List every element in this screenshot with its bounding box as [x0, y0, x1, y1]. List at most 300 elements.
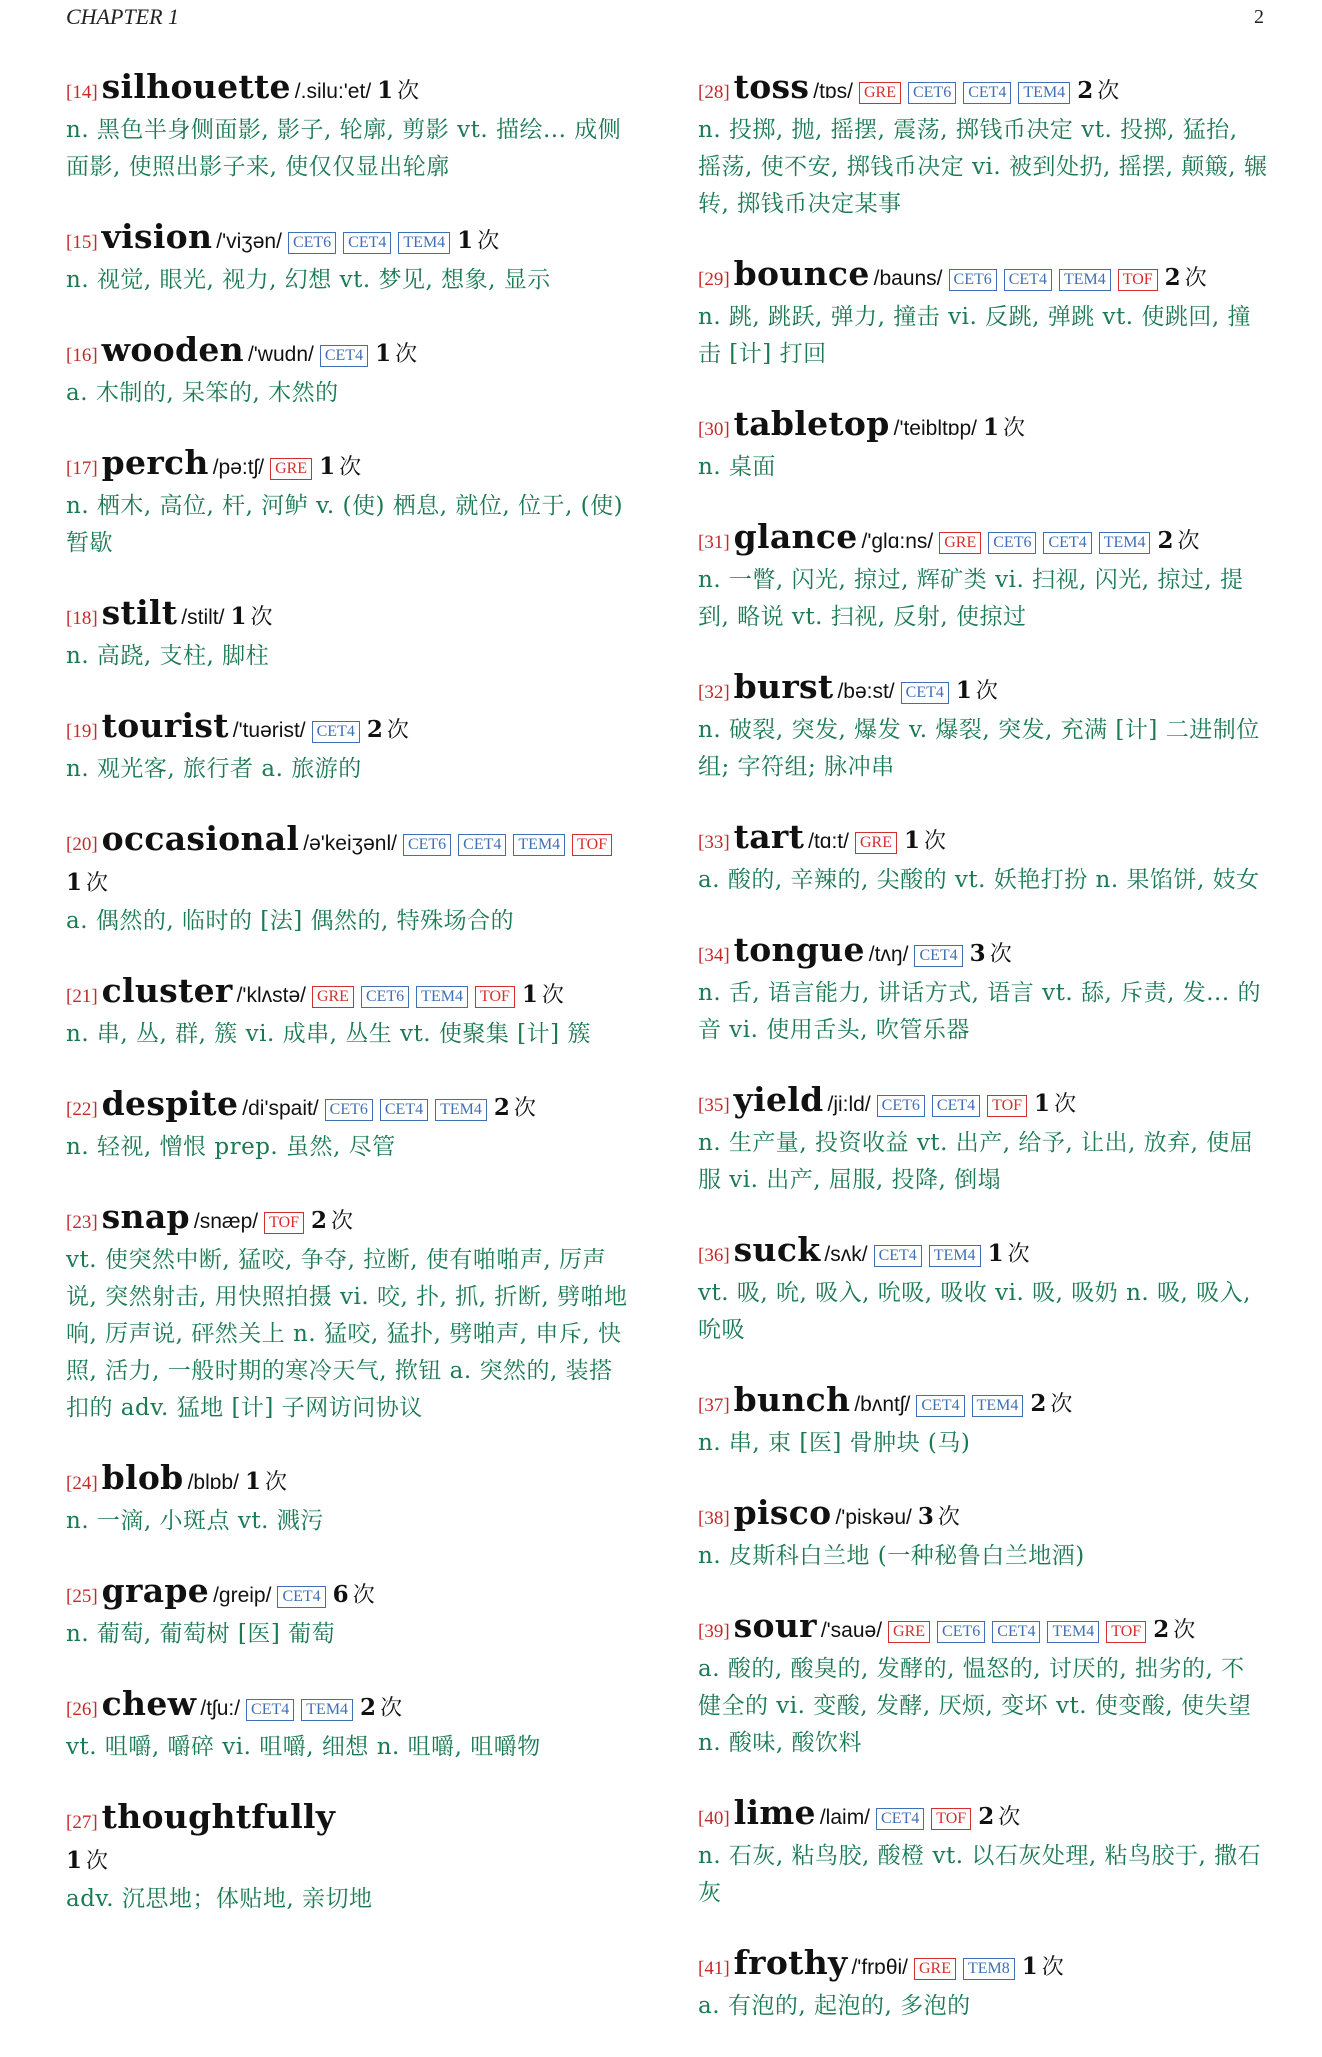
definition: vt. 咀嚼, 嚼碎 vi. 咀嚼, 细想 n. 咀嚼, 咀嚼物	[66, 1734, 541, 1760]
frequency-unit: 次	[477, 229, 500, 254]
frequency-count: 1	[377, 77, 394, 104]
frequency-count: 1	[230, 603, 247, 630]
headword: burst	[733, 667, 834, 706]
exam-tag: TEM4	[513, 834, 565, 856]
exam-tag: TOF	[264, 1212, 304, 1234]
exam-tag: CET4	[992, 1621, 1040, 1643]
frequency	[1153, 1611, 1195, 1650]
definition: n. 生产量, 投资收益 vt. 出产, 给予, 让出, 放弃, 使屈服 vi. 出产, 屈服, 投降, 倒塌	[698, 1130, 1254, 1193]
left-column	[66, 68, 636, 1950]
frequency-unit: 次	[1184, 266, 1207, 291]
entry-heading	[66, 1685, 636, 1729]
frequency-count: 1	[244, 1468, 261, 1495]
pronunciation: /.silu:'et/	[294, 80, 372, 103]
page-number: 2	[1254, 5, 1264, 28]
entry-heading	[66, 594, 636, 638]
frequency-count: 2	[1077, 77, 1094, 104]
headword: occasional	[101, 819, 300, 858]
frequency	[1030, 1385, 1072, 1424]
frequency	[377, 72, 419, 111]
frequency-count: 2	[1157, 527, 1174, 554]
pronunciation: /tʃu:/	[200, 1697, 241, 1720]
frequency-unit: 次	[1173, 1618, 1196, 1643]
frequency-unit: 次	[989, 942, 1012, 967]
frequency-count: 2	[493, 1094, 510, 1121]
frequency-unit: 次	[1003, 416, 1026, 441]
entry-heading	[698, 1494, 1268, 1538]
exam-tag: TEM8	[963, 1958, 1015, 1980]
frequency	[367, 711, 409, 750]
frequency-unit: 次	[395, 342, 418, 367]
headword: stilt	[101, 593, 178, 632]
exam-tag: CET6	[949, 269, 997, 291]
definition: n. 观光客, 旅行者 a. 旅游的	[66, 756, 362, 782]
exam-tag: CET4	[963, 82, 1011, 104]
definition: a. 酸的, 辛辣的, 尖酸的 vt. 妖艳打扮 n. 果馅饼, 妓女	[698, 867, 1260, 893]
entry-number: [41]	[698, 1958, 730, 1979]
exam-tag: TOF	[475, 986, 515, 1008]
exam-tag: CET4	[916, 1395, 964, 1417]
entry-heading	[66, 820, 636, 903]
frequency	[66, 864, 108, 903]
entry-heading	[66, 331, 636, 375]
frequency-unit: 次	[513, 1096, 536, 1121]
entry-number: [31]	[698, 532, 730, 553]
vocab-entry	[698, 1381, 1268, 1462]
entry-number: [34]	[698, 945, 730, 966]
frequency	[918, 1498, 960, 1537]
headword: suck	[733, 1230, 821, 1269]
headword: bounce	[733, 254, 870, 293]
exam-tag: CET4	[320, 345, 368, 367]
frequency	[66, 1842, 108, 1881]
frequency-count: 1	[983, 414, 1000, 441]
definition: n. 破裂, 突发, 爆发 v. 爆裂, 突发, 充满 [计] 二进制位组; 字符组; 脉冲串	[698, 717, 1260, 780]
entry-heading	[66, 1798, 636, 1881]
exam-tag: CET4	[277, 1586, 325, 1608]
frequency-count: 2	[1030, 1390, 1047, 1417]
entry-number: [35]	[698, 1095, 730, 1116]
frequency-unit: 次	[250, 605, 273, 630]
entry-number: [33]	[698, 832, 730, 853]
headword: grape	[101, 1571, 210, 1610]
exam-tag: TOF	[1118, 269, 1158, 291]
definition: n. 葡萄, 葡萄树 [医] 葡萄	[66, 1621, 336, 1647]
headword: thoughtfully	[101, 1797, 336, 1836]
frequency-count: 2	[1164, 264, 1181, 291]
frequency	[375, 335, 417, 374]
headword: yield	[733, 1080, 824, 1119]
frequency-unit: 次	[1097, 79, 1120, 104]
exam-tag: TEM4	[416, 986, 468, 1008]
page-header	[66, 0, 1264, 34]
definition: n. 一瞥, 闪光, 掠过, 辉矿类 vi. 扫视, 闪光, 掠过, 提到, 略说 vt. 扫视, 反射, 使掠过	[698, 567, 1244, 630]
entry-heading	[66, 444, 636, 488]
entry-heading	[698, 255, 1268, 299]
headword: glance	[733, 517, 858, 556]
headword: pisco	[733, 1493, 832, 1532]
pronunciation: /bə:st/	[837, 680, 895, 703]
pronunciation: /bauns/	[873, 267, 943, 290]
exam-tag: CET6	[403, 834, 451, 856]
headword: silhouette	[101, 67, 291, 106]
entry-number: [27]	[66, 1812, 98, 1833]
definition: n. 轻视, 憎恨 prep. 虽然, 尽管	[66, 1134, 396, 1160]
entry-number: [36]	[698, 1245, 730, 1266]
definition: n. 石灰, 粘鸟胶, 酸橙 vt. 以石灰处理, 粘鸟胶于, 撒石灰	[698, 1843, 1262, 1906]
exam-tag: GRE	[270, 458, 312, 480]
entry-heading	[698, 818, 1268, 862]
chapter-title: CHAPTER 1	[66, 4, 180, 29]
frequency-count: 2	[360, 1694, 377, 1721]
exam-tag: CET4	[343, 232, 391, 254]
exam-tag: CET4	[458, 834, 506, 856]
entry-number: [22]	[66, 1099, 98, 1120]
frequency-count: 1	[1034, 1090, 1051, 1117]
headword: sour	[733, 1606, 817, 1645]
exam-tag: TOF	[931, 1808, 971, 1830]
exam-tag: TEM4	[435, 1099, 487, 1121]
definition: a. 偶然的, 临时的 [法] 偶然的, 特殊场合的	[66, 908, 515, 934]
definition: n. 黑色半身侧面影, 影子, 轮廓, 剪影 vt. 描绘... 成侧面影, 使照出影子来, 使仅仅显出轮廓	[66, 117, 622, 180]
exam-tag: TOF	[987, 1095, 1027, 1117]
frequency	[311, 1202, 353, 1241]
entry-number: [30]	[698, 419, 730, 440]
entry-heading	[698, 1944, 1268, 1988]
frequency	[230, 598, 272, 637]
definition: n. 高跷, 支柱, 脚柱	[66, 643, 270, 669]
pronunciation: /blɒb/	[187, 1471, 239, 1494]
frequency	[360, 1689, 402, 1728]
vocab-entry	[698, 1494, 1268, 1575]
entry-heading	[66, 218, 636, 262]
frequency	[983, 409, 1025, 448]
entry-number: [26]	[66, 1699, 98, 1720]
entry-heading	[698, 68, 1268, 112]
headword: despite	[101, 1084, 239, 1123]
frequency-unit: 次	[86, 1849, 109, 1874]
frequency-unit: 次	[975, 679, 998, 704]
frequency	[904, 822, 946, 861]
exam-tag: CET4	[874, 1245, 922, 1267]
exam-tag: CET6	[361, 986, 409, 1008]
frequency-unit: 次	[264, 1470, 287, 1495]
definition: n. 栖木, 高位, 杆, 河鲈 v. (使) 栖息, 就位, 位于, (使) 暂歇	[66, 493, 624, 556]
exam-tag: TEM4	[398, 232, 450, 254]
exam-tag: TEM4	[972, 1395, 1024, 1417]
entry-number: [23]	[66, 1212, 98, 1233]
entry-number: [21]	[66, 986, 98, 1007]
headword: lime	[733, 1793, 816, 1832]
entry-number: [19]	[66, 721, 98, 742]
exam-tag: CET6	[288, 232, 336, 254]
vocab-entry	[698, 818, 1268, 899]
frequency	[970, 935, 1012, 974]
frequency-unit: 次	[937, 1505, 960, 1530]
exam-tag: CET4	[312, 721, 360, 743]
entry-heading	[698, 1231, 1268, 1275]
frequency	[1077, 72, 1119, 111]
frequency-unit: 次	[380, 1696, 403, 1721]
frequency-count: 1	[521, 981, 538, 1008]
frequency-unit: 次	[1177, 529, 1200, 554]
headword: tourist	[101, 706, 229, 745]
frequency-count: 1	[955, 677, 972, 704]
entry-number: [18]	[66, 608, 98, 629]
entry-heading	[66, 1198, 636, 1242]
entry-number: [15]	[66, 232, 98, 253]
headword: tart	[733, 817, 805, 856]
headword: toss	[733, 67, 810, 106]
frequency-unit: 次	[924, 829, 947, 854]
vocab-entry	[698, 255, 1268, 373]
frequency-count: 6	[332, 1581, 349, 1608]
pronunciation: /'teibltɒp/	[893, 417, 978, 440]
exam-tag: GRE	[939, 532, 981, 554]
vocab-entry	[698, 1944, 1268, 2025]
frequency	[978, 1798, 1020, 1837]
vocab-entry	[66, 594, 636, 675]
entry-number: [28]	[698, 82, 730, 103]
exam-tag: CET6	[877, 1095, 925, 1117]
definition: n. 皮斯科白兰地 (一种秘鲁白兰地酒)	[698, 1543, 1085, 1569]
vocab-entry	[66, 1798, 636, 1918]
frequency-count: 1	[987, 1240, 1004, 1267]
exam-tag: CET6	[325, 1099, 373, 1121]
headword: cluster	[101, 971, 233, 1010]
frequency-unit: 次	[339, 455, 362, 480]
definition: a. 酸的, 酸臭的, 发酵的, 愠怒的, 讨厌的, 拙劣的, 不健全的 vi. 变酸, 发酵, 厌烦, 变坏 vt. 使变酸, 使失望 n. 酸味, 酸饮料	[698, 1656, 1252, 1756]
exam-tag: CET4	[246, 1699, 294, 1721]
vocab-entry	[66, 444, 636, 562]
pronunciation: /bʌntʃ/	[854, 1393, 911, 1416]
definition: n. 桌面	[698, 454, 776, 480]
entry-heading	[698, 1607, 1268, 1651]
frequency	[245, 1463, 287, 1502]
headword: blob	[101, 1458, 184, 1497]
frequency-unit: 次	[386, 718, 409, 743]
pronunciation: /'viʒən/	[216, 230, 282, 253]
definition: n. 投掷, 抛, 摇摆, 震荡, 掷钱币决定 vt. 投掷, 猛抬, 摇荡, 使不安, 掷钱币决定 vi. 被到处扔, 摇摆, 颠簸, 辗转, 掷钱币决定某事	[698, 117, 1268, 217]
vocab-entry	[698, 518, 1268, 636]
exam-tag: GRE	[312, 986, 354, 1008]
frequency-count: 1	[457, 227, 474, 254]
frequency-unit: 次	[352, 1583, 375, 1608]
definition: vt. 使突然中断, 猛咬, 争夺, 拉断, 使有啪啪声, 厉声说, 突然射击, 用快照拍摄 vi. 咬, 扑, 抓, 折断, 劈啪地响, 厉声说, 砰然关上 n. 猛咬, 猛扑, 劈啪声, 申斥, 快照, 活力, 一般时期的寒冷天气, 揿钮 a. 突然的, 装搭扣的 adv. 猛地 [计] 子网访问协议	[66, 1247, 628, 1421]
headword: wooden	[101, 330, 244, 369]
exam-tag: CET4	[380, 1099, 428, 1121]
entry-heading	[66, 972, 636, 1016]
exam-tag: CET6	[937, 1621, 985, 1643]
vocab-entry	[698, 1607, 1268, 1762]
frequency-count: 2	[978, 1803, 995, 1830]
vocab-entry	[698, 1231, 1268, 1349]
definition: a. 木制的, 呆笨的, 木然的	[66, 380, 339, 406]
entry-number: [16]	[66, 345, 98, 366]
definition: a. 有泡的, 起泡的, 多泡的	[698, 1993, 971, 2019]
frequency-unit: 次	[1054, 1092, 1077, 1117]
frequency-unit: 次	[541, 983, 564, 1008]
vocab-entry	[698, 668, 1268, 786]
entry-heading	[698, 931, 1268, 975]
vocab-entry	[66, 218, 636, 299]
frequency-count: 1	[319, 453, 336, 480]
entry-heading	[698, 668, 1268, 712]
headword: tabletop	[733, 404, 890, 443]
vocab-entry	[698, 931, 1268, 1049]
exam-tag: CET6	[988, 532, 1036, 554]
definition: n. 串, 束 [医] 骨肿块 (马)	[698, 1430, 971, 1456]
frequency-unit: 次	[998, 1805, 1021, 1830]
headword: chew	[101, 1684, 197, 1723]
entry-number: [20]	[66, 834, 98, 855]
frequency	[988, 1235, 1030, 1274]
vocab-entry	[66, 972, 636, 1053]
frequency	[333, 1576, 375, 1615]
headword: vision	[101, 217, 213, 256]
vocab-entry	[66, 68, 636, 186]
exam-tag: GRE	[859, 82, 901, 104]
pronunciation: /'piskəu/	[835, 1506, 912, 1529]
exam-tag: TEM4	[1047, 1621, 1099, 1643]
pronunciation: /stilt/	[181, 606, 225, 629]
vocab-entry	[698, 68, 1268, 223]
pronunciation: /'wudn/	[247, 343, 314, 366]
exam-tag: CET4	[876, 1808, 924, 1830]
frequency-unit: 次	[86, 871, 109, 896]
pronunciation: /'glɑ:ns/	[861, 530, 934, 553]
entry-number: [25]	[66, 1586, 98, 1607]
entry-number: [32]	[698, 682, 730, 703]
frequency-unit: 次	[1050, 1392, 1073, 1417]
exam-tag: CET4	[1043, 532, 1091, 554]
frequency-unit: 次	[397, 79, 420, 104]
frequency-count: 1	[66, 869, 83, 896]
exam-tag: GRE	[855, 832, 897, 854]
exam-tag: TEM4	[929, 1245, 981, 1267]
pronunciation: /'frɒθi/	[851, 1956, 908, 1979]
frequency-count: 2	[311, 1207, 328, 1234]
definition: n. 一滴, 小斑点 vt. 溅污	[66, 1508, 324, 1534]
entry-number: [40]	[698, 1808, 730, 1829]
frequency-unit: 次	[1041, 1955, 1064, 1980]
frequency-count: 2	[366, 716, 383, 743]
pronunciation: /laim/	[819, 1806, 871, 1829]
vocab-entry	[66, 1685, 636, 1766]
headword: frothy	[733, 1943, 848, 1982]
definition: n. 串, 丛, 群, 簇 vi. 成串, 丛生 vt. 使聚集 [计] 簇	[66, 1021, 591, 1047]
exam-tag: CET4	[914, 945, 962, 967]
pronunciation: /greip/	[213, 1584, 272, 1607]
frequency	[457, 222, 499, 261]
frequency	[956, 672, 998, 711]
frequency	[319, 448, 361, 487]
entry-number: [37]	[698, 1395, 730, 1416]
entry-heading	[698, 518, 1268, 562]
entry-heading	[66, 68, 636, 112]
pronunciation: /ə'keiʒənl/	[303, 832, 397, 855]
entry-heading	[698, 405, 1268, 449]
entry-heading	[698, 1381, 1268, 1425]
definition: n. 舌, 语言能力, 讲话方式, 语言 vt. 舔, 斥责, 发... 的音 vi. 使用舌头, 吹管乐器	[698, 980, 1261, 1043]
frequency-unit: 次	[1007, 1242, 1030, 1267]
vocab-entry	[66, 1198, 636, 1427]
headword: tongue	[733, 930, 865, 969]
pronunciation: /'klʌstə/	[236, 984, 306, 1007]
headword: snap	[101, 1197, 190, 1236]
exam-tag: CET4	[1004, 269, 1052, 291]
exam-tag: TEM4	[1018, 82, 1070, 104]
exam-tag: TEM4	[1099, 532, 1151, 554]
frequency-count: 2	[1153, 1616, 1170, 1643]
definition: vt. 吸, 吮, 吸入, 吮吸, 吸收 vi. 吸, 吸奶 n. 吸, 吸入, 吮吸	[698, 1280, 1251, 1343]
entry-number: [24]	[66, 1473, 98, 1494]
entry-number: [14]	[66, 82, 98, 103]
pronunciation: /'sauə/	[820, 1619, 883, 1642]
exam-tag: GRE	[888, 1621, 930, 1643]
frequency	[1034, 1085, 1076, 1124]
entry-number: [17]	[66, 458, 98, 479]
right-column	[698, 68, 1268, 2057]
entry-heading	[66, 1459, 636, 1503]
pronunciation: /'tuərist/	[232, 719, 306, 742]
entry-number: [39]	[698, 1621, 730, 1642]
headword: perch	[101, 443, 209, 482]
frequency-count: 1	[375, 340, 392, 367]
entry-heading	[698, 1794, 1268, 1838]
entry-heading	[66, 1085, 636, 1129]
frequency-count: 3	[917, 1503, 934, 1530]
pronunciation: /pə:tʃ/	[212, 456, 265, 479]
vocab-entry	[66, 1459, 636, 1540]
pronunciation: /snæp/	[193, 1210, 259, 1233]
exam-tag: CET4	[901, 682, 949, 704]
frequency-count: 1	[1021, 1953, 1038, 1980]
frequency-unit: 次	[331, 1209, 354, 1234]
frequency	[522, 976, 564, 1015]
definition: adv. 沉思地；体贴地, 亲切地	[66, 1886, 373, 1912]
pronunciation: /sʌk/	[824, 1243, 868, 1266]
frequency-count: 3	[969, 940, 986, 967]
pronunciation: /tɒs/	[813, 80, 853, 103]
exam-tag: CET4	[932, 1095, 980, 1117]
frequency	[494, 1089, 536, 1128]
headword: bunch	[733, 1380, 851, 1419]
entry-number: [38]	[698, 1508, 730, 1529]
vocab-entry	[698, 1081, 1268, 1199]
pronunciation: /tʌŋ/	[868, 943, 909, 966]
definition: n. 视觉, 眼光, 视力, 幻想 vt. 梦见, 想象, 显示	[66, 267, 551, 293]
exam-tag: TEM4	[301, 1699, 353, 1721]
entry-heading	[66, 1572, 636, 1616]
vocab-entry	[66, 331, 636, 412]
entry-heading	[698, 1081, 1268, 1125]
definition: n. 跳, 跳跃, 弹力, 撞击 vi. 反跳, 弹跳 vt. 使跳回, 撞击 [计] 打回	[698, 304, 1251, 367]
pronunciation: /ji:ld/	[827, 1093, 871, 1116]
vocab-entry	[698, 1794, 1268, 1912]
exam-tag: TOF	[1106, 1621, 1146, 1643]
vocab-entry	[66, 1572, 636, 1653]
frequency	[1157, 522, 1199, 561]
vocab-entry	[698, 405, 1268, 486]
exam-tag: TOF	[572, 834, 612, 856]
exam-tag: CET6	[908, 82, 956, 104]
pronunciation: /tɑ:t/	[808, 830, 849, 853]
frequency	[1165, 259, 1207, 298]
vocab-entry	[66, 1085, 636, 1166]
entry-heading	[66, 707, 636, 751]
pronunciation: /di'spait/	[242, 1097, 319, 1120]
